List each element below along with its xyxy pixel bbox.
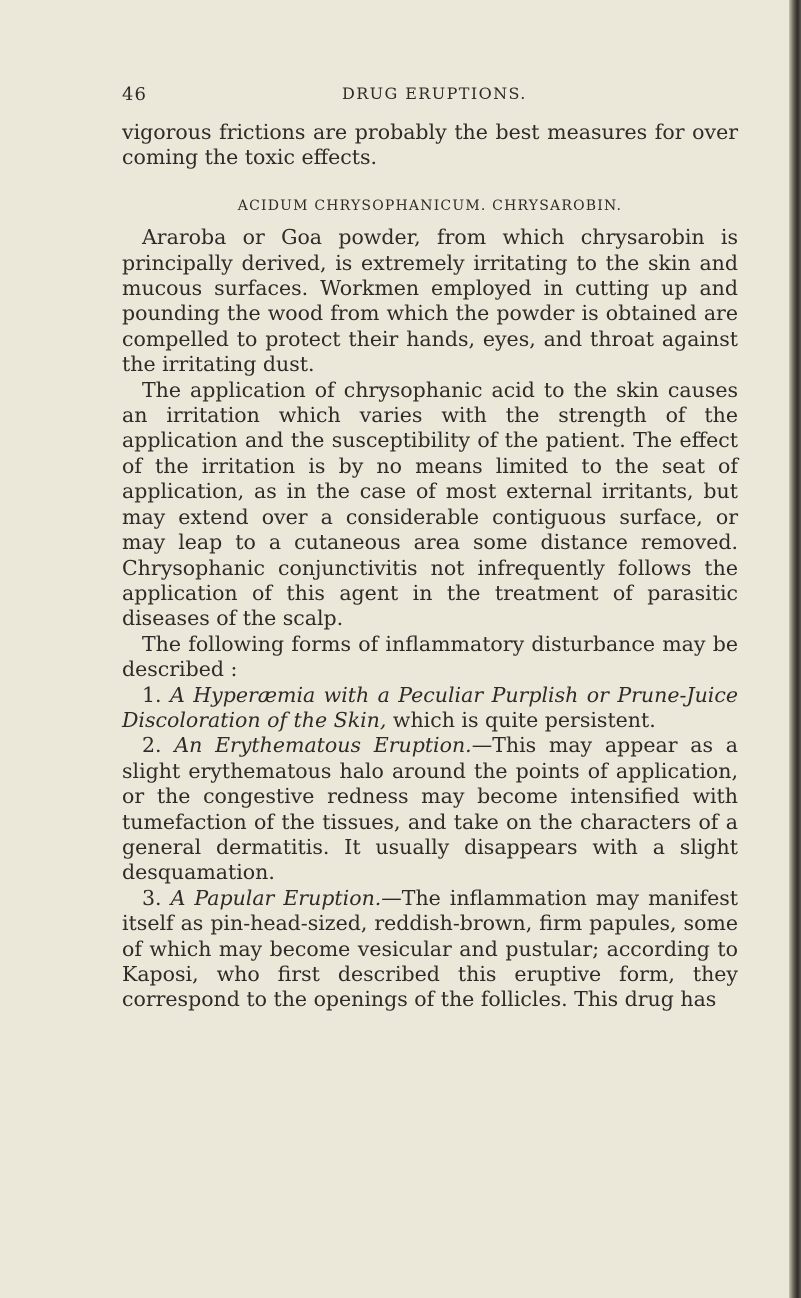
item-number: 1. xyxy=(142,682,162,707)
item-title: A Hyperæmia with a Peculiar Purplish or Prune-Juice Discoloration of the Skin, xyxy=(122,682,738,732)
list-item-papular xyxy=(122,886,738,1013)
paragraph-araroba: Araroba or Goa powder, from which chrysarobin is principally derived, is extremely irritating to the skin and mucous surfaces. Workmen employed in cutting up and pounding the wood from which the powder is obtained are compelled to protect their hands, eyes, and throat against the irritating dust. xyxy=(122,225,738,377)
item-number: 2. xyxy=(142,733,162,758)
section-title: ACIDUM CHRYSOPHANICUM. CHRYSAROBIN. xyxy=(237,197,623,214)
item-title: A Papular Eruption. xyxy=(170,885,382,910)
paragraph-forms: The following forms of inflammatory disturbance may be described : xyxy=(122,631,738,682)
list-item-erythematous xyxy=(122,733,738,885)
intro-paragraph: vigorous frictions are probably the best measures for over coming the toxic effects. xyxy=(122,120,738,170)
page-header xyxy=(122,84,722,108)
item-text: which is quite persistent. xyxy=(392,707,656,732)
list-item-hyperaemia xyxy=(122,683,738,734)
running-title: DRUG ERUPTIONS. xyxy=(342,84,527,103)
paragraph-application: The application of chrysophanic acid to the skin causes an irritation which varies with the strength of the application and the susceptibility of the patient. The effect of the irritation is by no means limited to the seat of application, as in the case of most external irritants, but may extend over a considerable contiguous surface, or may leap to a cutaneous area some distance removed. Chrysophanic conjunctivitis not infrequently follows the application of this agent in the treatment of parasitic diseases of the scalp. xyxy=(122,377,738,631)
item-text: —The inflammation may manifest itself as pin-head-sized, reddish-brown, firm papules, some of which may become vesicular and pustular; according to Kaposi, who first described this eruptive form, they correspond to the openings of the follicles. This drug has xyxy=(122,885,739,1012)
page-content xyxy=(122,120,738,1013)
item-number: 3. xyxy=(142,885,162,910)
item-title: An Erythematous Eruption. xyxy=(174,733,472,758)
page-number: 46 xyxy=(122,84,147,105)
item-text: —This may appear as a slight erythematous halo around the points of application, or the congestive redness may become intensified with tumefaction of the tissues, and take on the characters of a general dermatitis. It usually disappears with a slight desquamation. xyxy=(122,733,738,885)
page-edge xyxy=(789,0,801,1298)
